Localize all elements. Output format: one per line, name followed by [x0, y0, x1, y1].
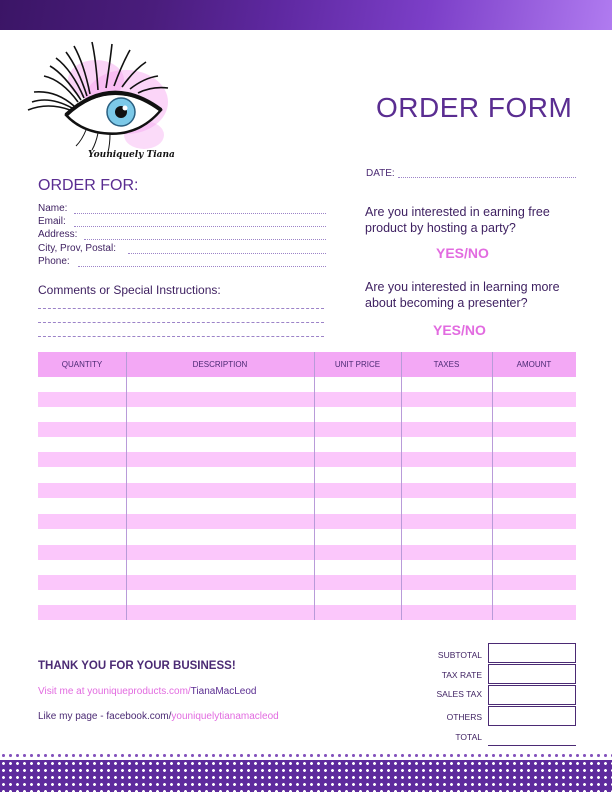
- field-label: Address:: [38, 229, 78, 240]
- column-divider: [492, 352, 493, 620]
- column-divider: [126, 352, 127, 620]
- footer-band: [0, 760, 612, 792]
- tax-rate-field[interactable]: [488, 664, 576, 684]
- column-divider: [401, 352, 402, 620]
- tax-rate-label: TAX RATE: [441, 670, 482, 680]
- date-label: DATE:: [366, 168, 395, 179]
- thank-you-message: THANK YOU FOR YOUR BUSINESS!: [38, 660, 236, 672]
- field-label: Name:: [38, 203, 68, 214]
- column-header-amount: AMOUNT: [516, 360, 552, 369]
- table-row[interactable]: [38, 545, 576, 560]
- top-banner: [0, 0, 612, 30]
- presenter-yes-no[interactable]: YES/NO: [433, 322, 486, 338]
- name-field[interactable]: [38, 203, 326, 215]
- phone-field[interactable]: [38, 256, 326, 268]
- table-row[interactable]: [38, 514, 576, 529]
- hosting-question: Are you interested in earning free product by hosting a party?: [365, 205, 550, 235]
- comments-line[interactable]: [38, 308, 324, 309]
- city-prov-postal-field[interactable]: [38, 243, 326, 255]
- comments-line[interactable]: [38, 336, 324, 337]
- sales-tax-label: SALES TAX: [436, 689, 482, 699]
- email-field[interactable]: [38, 216, 326, 228]
- subtotal-field[interactable]: [488, 643, 576, 663]
- field-label: Phone:: [38, 256, 70, 267]
- order-table: [38, 352, 576, 620]
- subtotal-label: SUBTOTAL: [437, 650, 482, 660]
- column-divider: [314, 352, 315, 620]
- website-prefix: Visit me at youniqueproducts.com/: [38, 686, 191, 697]
- field-label: Email:: [38, 216, 66, 227]
- sales-tax-field[interactable]: [488, 685, 576, 705]
- comments-label: Comments or Special Instructions:: [38, 283, 221, 297]
- field-label: City, Prov, Postal:: [38, 243, 116, 254]
- facebook-link[interactable]: [38, 711, 279, 722]
- total-field[interactable]: [488, 745, 576, 746]
- hosting-yes-no[interactable]: YES/NO: [436, 245, 489, 261]
- table-row[interactable]: [38, 605, 576, 620]
- order-for-heading: ORDER FOR:: [38, 177, 139, 194]
- presenter-question: Are you interested in learning more about becoming a presenter?: [365, 280, 560, 310]
- table-row[interactable]: [38, 452, 576, 467]
- table-row[interactable]: [38, 575, 576, 590]
- facebook-handle: youniquelytianamacleod: [171, 711, 279, 722]
- address-field[interactable]: [38, 229, 326, 241]
- table-row[interactable]: [38, 483, 576, 498]
- table-row[interactable]: [38, 392, 576, 407]
- others-label: OTHERS: [446, 712, 482, 722]
- date-field[interactable]: [398, 177, 576, 178]
- facebook-prefix: Like my page - facebook.com/: [38, 711, 172, 722]
- website-link[interactable]: [38, 686, 256, 697]
- comments-line[interactable]: [38, 322, 324, 323]
- logo-caption: Youniquely Tiana: [88, 150, 175, 160]
- others-field[interactable]: [488, 706, 576, 726]
- column-header-unit-price: UNIT PRICE: [334, 360, 381, 369]
- column-header-description: DESCRIPTION: [192, 360, 248, 369]
- table-row[interactable]: [38, 422, 576, 437]
- website-name: TianaMacLeod: [190, 686, 257, 697]
- page-title: ORDER FORM: [376, 92, 573, 123]
- column-header-quantity: QUANTITY: [61, 360, 103, 369]
- column-header-taxes: TAXES: [433, 360, 460, 369]
- total-label: TOTAL: [455, 732, 482, 742]
